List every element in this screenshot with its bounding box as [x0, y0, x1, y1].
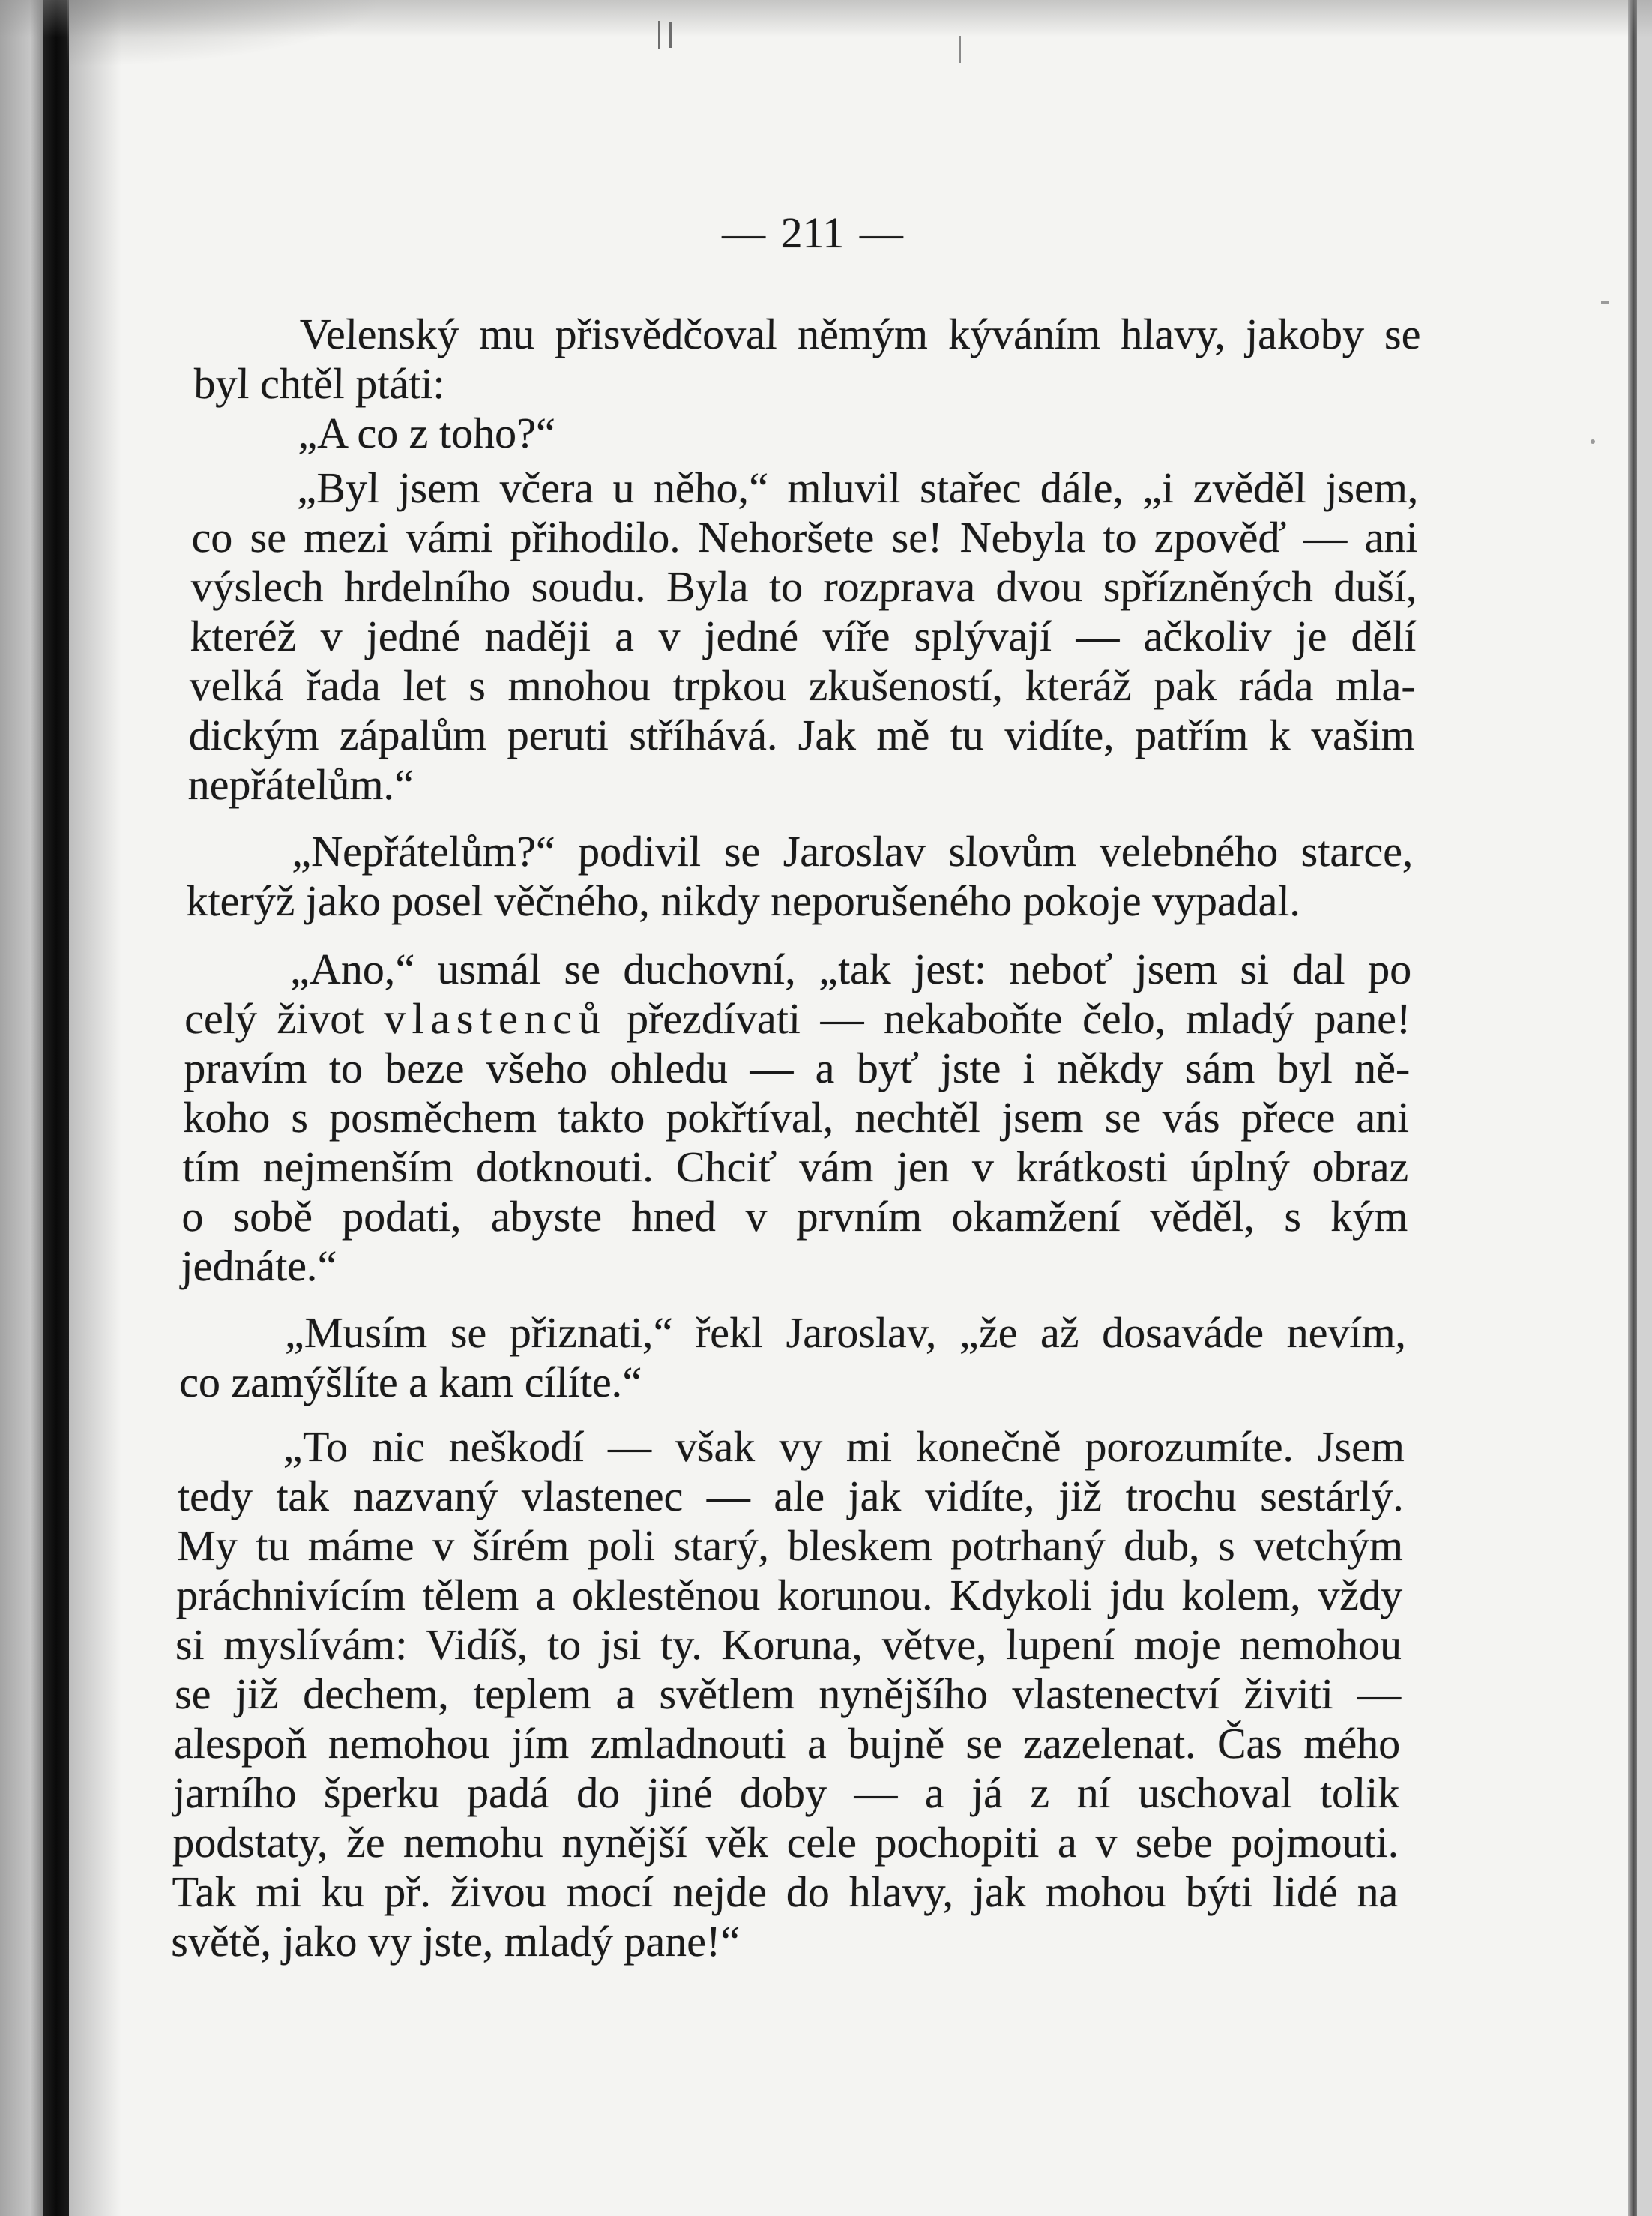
scan-mark — [959, 36, 961, 63]
paragraph — [179, 1308, 1407, 1407]
scan-mark — [1601, 301, 1609, 304]
text-fragment: celý život — [184, 994, 385, 1043]
text-line: co se mezi vámi přihodilo. Nehoršete se! Nebyla to zpověď — ani — [191, 513, 1419, 561]
text-line: Velenský mu přisvědčoval němým kýváním hlavy, jakoby se — [299, 310, 1421, 358]
paragraph — [181, 945, 1412, 1291]
page-number: — 211 — — [722, 208, 903, 257]
scan-left-margin — [0, 0, 43, 2216]
text-line: „Ano,“ usmál se duchovní, „tak jest: neboť jsem si dal po — [289, 945, 1412, 993]
scan-gutter-shade — [69, 0, 121, 2216]
text-line: tedy tak nazvaný vlastenec — ale jak vidíte, již trochu sestárlý. — [177, 1472, 1405, 1520]
text-fragment: přezdívati — nekaboňte čelo, mladý pane! — [606, 994, 1411, 1043]
text-line: „Byl jsem včera u něho,“ mluvil stařec dále, „i zvěděl jsem, — [297, 463, 1420, 512]
text-line: podstaty, že nemohu nynější věk cele pochopiti a v sebe pojmouti. — [172, 1818, 1399, 1867]
text-line: světě, jako vy jste, mladý pane!“ — [170, 1917, 741, 1966]
paragraph — [193, 409, 1420, 458]
text-line: výslech hrdelního soudu. Byla to rozprava dvou spřízněných duší, — [190, 562, 1418, 611]
text-line: jarního šperku padá do jiné doby — a já z ní uschoval tolik — [172, 1768, 1400, 1817]
paragraph — [171, 1422, 1405, 1966]
scan-mark — [669, 22, 672, 48]
text-line: tím nejmenším dotknouti. Chciť vám jen v krátkosti úplný obraz — [181, 1142, 1409, 1191]
text-line: pravím to beze všeho ohledu — a byť jste i někdy sám byl ně- — [183, 1044, 1411, 1092]
text-line: My tu máme v šírém poli starý, bleskem potrhaný dub, s vetchým — [176, 1521, 1404, 1570]
paragraph — [193, 310, 1421, 409]
scan-right-edge — [1628, 0, 1637, 2216]
page-body — [171, 310, 1421, 1966]
scan-corner-shade — [67, 0, 382, 67]
text-line: „Nepřátelům?“ podivil se Jaroslav slovům velebného starce, — [292, 827, 1414, 876]
paragraph — [186, 827, 1414, 926]
scan-left-edge-shadow — [43, 0, 69, 2216]
scan-right-margin — [1637, 0, 1652, 2216]
text-line: kteréž v jedné naději a v jedné víře splývají — ačkoliv je dělí — [190, 612, 1417, 660]
text-line: Tak mi ku př. živou mocí nejde do hlavy, jak mohou býti lidé na — [171, 1867, 1399, 1916]
text-line — [184, 994, 1411, 1044]
text-line: co zamýšlíte a kam cílíte.“ — [178, 1358, 642, 1406]
text-line: alespoň nemohou jím zmladnouti a bujně se zazelenat. Čas mého — [173, 1719, 1401, 1768]
text-line: byl chtěl ptáti: — [193, 359, 446, 408]
text-line: se již dechem, teplem a světlem nynějšího vlastenectví živiti — — [174, 1669, 1402, 1718]
text-line: „Musím se přiznati,“ řekl Jaroslav, „že až dosaváde nevím, — [284, 1308, 1407, 1357]
text-line: o sobě podati, abyste hned v prvním okamžení věděl, s kým — [181, 1192, 1408, 1241]
text-line: velká řada let s mnohou trpkou zkušeností, kteráž pak ráda mla- — [189, 661, 1417, 710]
text-line: „A co z toho?“ — [298, 409, 556, 457]
emphasized-word: vlastenců — [383, 994, 607, 1043]
text-line: kterýž jako posel věčného, nikdy neporušeného pokoje vypadal. — [186, 876, 1301, 925]
scan-mark — [658, 21, 660, 49]
text-line: práchnivícím tělem a oklestěnou korunou. Kdykoli jdu kolem, vždy — [175, 1571, 1403, 1619]
text-line: dickým zápalům peruti stříhává. Jak mě tu vidíte, patřím k vašim — [188, 711, 1416, 759]
text-line: koho s posměchem takto pokřtíval, nechtěl jsem se vás přece ani — [182, 1093, 1410, 1142]
scan-mark — [1591, 439, 1595, 444]
text-line: „To nic neškodí — však vy mi konečně porozumíte. Jsem — [283, 1422, 1405, 1471]
text-line: nepřátelům.“ — [187, 760, 414, 809]
paragraph — [187, 463, 1419, 810]
text-line: si myslívám: Vidíš, to jsi ty. Koruna, větve, lupení moje nemohou — [175, 1620, 1402, 1669]
text-line: jednáte.“ — [181, 1241, 337, 1290]
